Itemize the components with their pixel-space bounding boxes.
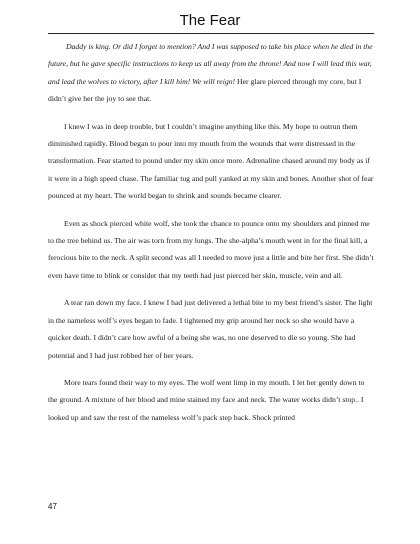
paragraph-3: Even as shock pierced white wolf, she took the chance to pounce onto my shoulders and pinned me to the tree behind us. The air was torn from my lungs. The she-alpha’s mouth went in for the final kill, a ferocious bite to the neck. A split second was all I needed to move just a little and bite her first. She didn’t even have time to blink or consider that my teeth had just pierced her skin, muscle, vein and all. xyxy=(48,218,374,280)
chapter-body xyxy=(48,38,374,436)
paragraph-1-text: Her glare pierced through my core, but I didn’t give her the joy to see that. xyxy=(48,76,362,104)
paragraph-1 xyxy=(48,38,374,108)
paragraph-4: A tear ran down my face. I knew I had just delivered a lethal bite to my best friend’s sister. The light in the nameless wolf’s eyes began to fade. I tightened my grip around her neck so she would have a quicker death. I didn’t care how awful of a being she was, no one deserved to die so young. She had potential and I had just robbed her of her years. xyxy=(48,298,373,360)
page-number: 47 xyxy=(48,502,57,511)
paragraph-2: I knew I was in deep trouble, but I couldn’t imagine anything like this. My hope to outrun them diminished rapidly. Blood began to pour into my mouth from the wounds that were distressed in the transformation. Fear started to pound under my skin once more. Adrenaline chased around my body as if it were in a high speed chase. The familiar tug and pull yanked at my skin and bones. Another shot of fear pounced at my heart. The world began to shrink and sounds became clearer. xyxy=(48,121,374,201)
header-divider xyxy=(48,33,374,34)
italic-dialogue: Daddy is king. Or did I forget to mention? And I was supposed to take his place when he died in the future, but he gave specific instructions to keep us all away from the throne! And now I will lead this war, and lead the wolves to victory, after I kill him! We will reign! xyxy=(48,42,373,86)
paragraph-5: More tears found their way to my eyes. The wolf went limp in my mouth. I let her gently down to the ground. A mixture of her blood and mine stained my face and neck. The water works didn’t stop.. I looked up and saw the rest of the nameless wolf’s pack step back. Shock printed xyxy=(48,377,365,422)
page-header-title: The Fear xyxy=(179,12,241,29)
